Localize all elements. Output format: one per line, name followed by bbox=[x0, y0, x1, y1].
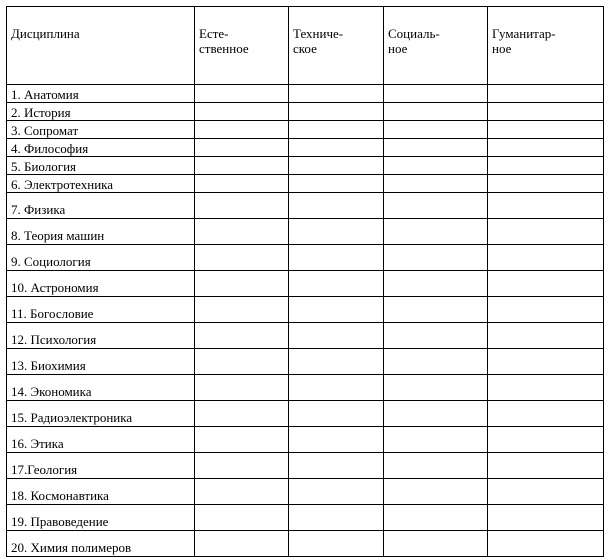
category-cell-humanitarian bbox=[488, 157, 604, 175]
category-cell-natural bbox=[195, 139, 289, 157]
header-natural bbox=[195, 7, 289, 85]
category-cell-humanitarian bbox=[488, 175, 604, 193]
discipline-name-cell: 10. Астрономия bbox=[7, 271, 195, 297]
table-row bbox=[7, 271, 604, 297]
category-cell-social bbox=[384, 427, 488, 453]
table-row bbox=[7, 193, 604, 219]
category-cell-humanitarian bbox=[488, 139, 604, 157]
header-humanitarian bbox=[488, 7, 604, 85]
table-row bbox=[7, 427, 604, 453]
table-row bbox=[7, 453, 604, 479]
category-cell-humanitarian bbox=[488, 375, 604, 401]
category-cell-social bbox=[384, 175, 488, 193]
table-row bbox=[7, 297, 604, 323]
discipline-name-cell: 13. Биохимия bbox=[7, 349, 195, 375]
table-row bbox=[7, 121, 604, 139]
category-cell-natural bbox=[195, 245, 289, 271]
table-row bbox=[7, 401, 604, 427]
category-cell-natural bbox=[195, 297, 289, 323]
table-row bbox=[7, 505, 604, 531]
category-cell-natural bbox=[195, 401, 289, 427]
category-cell-technical bbox=[289, 375, 384, 401]
discipline-name-cell: 15. Радиоэлектроника bbox=[7, 401, 195, 427]
category-cell-social bbox=[384, 323, 488, 349]
header-social bbox=[384, 7, 488, 85]
header-natural-line-1: Есте- bbox=[199, 26, 229, 41]
header-natural-line-2: ственное bbox=[199, 41, 249, 56]
category-cell-technical bbox=[289, 427, 384, 453]
table-row bbox=[7, 219, 604, 245]
header-discipline-line-1: Дисциплина bbox=[11, 26, 80, 41]
category-cell-social bbox=[384, 531, 488, 557]
discipline-name-cell: 2. История bbox=[7, 103, 195, 121]
discipline-name-cell: 3. Сопромат bbox=[7, 121, 195, 139]
discipline-name-cell: 9. Социология bbox=[7, 245, 195, 271]
discipline-name-cell: 5. Биология bbox=[7, 157, 195, 175]
category-cell-humanitarian bbox=[488, 531, 604, 557]
category-cell-social bbox=[384, 219, 488, 245]
category-cell-humanitarian bbox=[488, 121, 604, 139]
category-cell-social bbox=[384, 375, 488, 401]
category-cell-social bbox=[384, 139, 488, 157]
category-cell-social bbox=[384, 271, 488, 297]
category-cell-natural bbox=[195, 453, 289, 479]
category-cell-technical bbox=[289, 323, 384, 349]
category-cell-humanitarian bbox=[488, 323, 604, 349]
discipline-name-cell: 16. Этика bbox=[7, 427, 195, 453]
category-cell-social bbox=[384, 245, 488, 271]
header-discipline bbox=[7, 7, 195, 85]
table-row bbox=[7, 157, 604, 175]
category-cell-natural bbox=[195, 121, 289, 139]
discipline-name-cell: 14. Экономика bbox=[7, 375, 195, 401]
category-cell-humanitarian bbox=[488, 193, 604, 219]
category-cell-natural bbox=[195, 349, 289, 375]
discipline-name-cell: 1. Анатомия bbox=[7, 85, 195, 103]
category-cell-technical bbox=[289, 401, 384, 427]
header-technical bbox=[289, 7, 384, 85]
table-row bbox=[7, 531, 604, 557]
discipline-name-cell: 17.Геология bbox=[7, 453, 195, 479]
category-cell-natural bbox=[195, 531, 289, 557]
category-cell-natural bbox=[195, 323, 289, 349]
discipline-name-cell: 20. Химия полимеров bbox=[7, 531, 195, 557]
category-cell-technical bbox=[289, 103, 384, 121]
table-row bbox=[7, 85, 604, 103]
category-cell-technical bbox=[289, 175, 384, 193]
category-cell-technical bbox=[289, 85, 384, 103]
category-cell-technical bbox=[289, 121, 384, 139]
category-cell-technical bbox=[289, 219, 384, 245]
table-row bbox=[7, 103, 604, 121]
category-cell-technical bbox=[289, 479, 384, 505]
category-cell-social bbox=[384, 85, 488, 103]
discipline-classification-table bbox=[6, 6, 604, 557]
discipline-name-cell: 11. Богословие bbox=[7, 297, 195, 323]
discipline-name-cell: 19. Правоведение bbox=[7, 505, 195, 531]
discipline-name-cell: 8. Теория машин bbox=[7, 219, 195, 245]
category-cell-technical bbox=[289, 349, 384, 375]
category-cell-humanitarian bbox=[488, 85, 604, 103]
category-cell-humanitarian bbox=[488, 427, 604, 453]
category-cell-humanitarian bbox=[488, 103, 604, 121]
table-row bbox=[7, 175, 604, 193]
category-cell-social bbox=[384, 103, 488, 121]
category-cell-natural bbox=[195, 479, 289, 505]
category-cell-technical bbox=[289, 531, 384, 557]
header-social-line-2: ное bbox=[388, 41, 408, 56]
category-cell-technical bbox=[289, 297, 384, 323]
category-cell-humanitarian bbox=[488, 271, 604, 297]
category-cell-natural bbox=[195, 505, 289, 531]
category-cell-humanitarian bbox=[488, 479, 604, 505]
header-row bbox=[7, 7, 604, 85]
category-cell-natural bbox=[195, 193, 289, 219]
category-cell-social bbox=[384, 505, 488, 531]
category-cell-social bbox=[384, 157, 488, 175]
table-row bbox=[7, 479, 604, 505]
table-row bbox=[7, 323, 604, 349]
header-humanitarian-line-1: Гуманитар- bbox=[492, 26, 556, 41]
category-cell-social bbox=[384, 401, 488, 427]
category-cell-social bbox=[384, 297, 488, 323]
category-cell-natural bbox=[195, 427, 289, 453]
category-cell-technical bbox=[289, 193, 384, 219]
table-body bbox=[7, 85, 604, 557]
category-cell-humanitarian bbox=[488, 401, 604, 427]
header-social-line-1: Социаль- bbox=[388, 26, 440, 41]
discipline-name-cell: 7. Физика bbox=[7, 193, 195, 219]
discipline-name-cell: 4. Философия bbox=[7, 139, 195, 157]
category-cell-technical bbox=[289, 271, 384, 297]
category-cell-humanitarian bbox=[488, 453, 604, 479]
discipline-name-cell: 6. Электротехника bbox=[7, 175, 195, 193]
table-row bbox=[7, 139, 604, 157]
category-cell-social bbox=[384, 349, 488, 375]
header-humanitarian-line-2: ное bbox=[492, 41, 512, 56]
category-cell-natural bbox=[195, 157, 289, 175]
category-cell-humanitarian bbox=[488, 505, 604, 531]
category-cell-technical bbox=[289, 453, 384, 479]
category-cell-social bbox=[384, 121, 488, 139]
category-cell-natural bbox=[195, 175, 289, 193]
category-cell-humanitarian bbox=[488, 297, 604, 323]
category-cell-technical bbox=[289, 245, 384, 271]
table-row bbox=[7, 245, 604, 271]
category-cell-natural bbox=[195, 85, 289, 103]
category-cell-natural bbox=[195, 271, 289, 297]
category-cell-social bbox=[384, 193, 488, 219]
discipline-name-cell: 18. Космонавтика bbox=[7, 479, 195, 505]
category-cell-humanitarian bbox=[488, 219, 604, 245]
category-cell-technical bbox=[289, 505, 384, 531]
discipline-name-cell: 12. Психология bbox=[7, 323, 195, 349]
category-cell-technical bbox=[289, 139, 384, 157]
category-cell-technical bbox=[289, 157, 384, 175]
table-row bbox=[7, 375, 604, 401]
header-technical-line-1: Техниче- bbox=[293, 26, 344, 41]
category-cell-natural bbox=[195, 219, 289, 245]
table-row bbox=[7, 349, 604, 375]
category-cell-natural bbox=[195, 103, 289, 121]
category-cell-humanitarian bbox=[488, 349, 604, 375]
category-cell-social bbox=[384, 453, 488, 479]
category-cell-natural bbox=[195, 375, 289, 401]
header-technical-line-2: ское bbox=[293, 41, 317, 56]
category-cell-social bbox=[384, 479, 488, 505]
category-cell-humanitarian bbox=[488, 245, 604, 271]
